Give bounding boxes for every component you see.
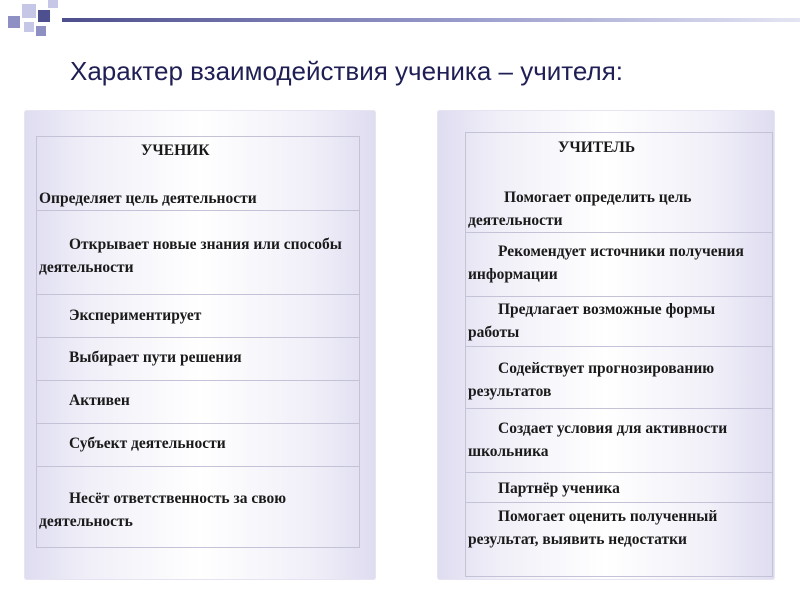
- student-item: Субъект деятельности: [69, 435, 226, 452]
- teacher-header-cell: [466, 133, 772, 233]
- student-row: [37, 211, 359, 295]
- deco-square: [8, 16, 20, 28]
- teacher-row: [466, 503, 772, 577]
- student-item: Определяет цель деятельности: [39, 190, 257, 207]
- student-table: [36, 136, 360, 548]
- teacher-row: [466, 473, 772, 503]
- teacher-row: [466, 409, 772, 473]
- deco-bar: [62, 18, 800, 22]
- deco-square: [38, 10, 50, 22]
- student-row: [37, 467, 359, 548]
- teacher-row: [466, 233, 772, 297]
- teacher-item: Помогает оценить полученный результат, выявить недостатки: [468, 508, 718, 548]
- teacher-item: Предлагает возможные формы работы: [468, 301, 716, 341]
- deco-square: [24, 22, 34, 32]
- teacher-item: Создает условия для активности школьника: [468, 420, 728, 460]
- student-row: [37, 381, 359, 424]
- student-header: УЧЕНИК: [141, 142, 210, 159]
- teacher-item: Помогает определить цель деятельности: [468, 189, 692, 229]
- deco-square: [48, 0, 58, 8]
- student-item: Несёт ответственность за свою деятельность: [39, 490, 287, 530]
- student-row: [37, 295, 359, 338]
- teacher-item: Рекомендует источники получения информации: [468, 243, 744, 283]
- teacher-header: УЧИТЕЛЬ: [558, 139, 636, 156]
- student-row: [37, 424, 359, 467]
- deco-square: [36, 26, 46, 36]
- teacher-row: [466, 297, 772, 347]
- deco-square: [22, 4, 36, 18]
- student-item: Выбирает пути решения: [69, 349, 242, 366]
- student-item: Активен: [69, 392, 130, 409]
- teacher-item: Партнёр ученика: [498, 480, 620, 497]
- student-item: Открывает новые знания или способы деятельности: [39, 236, 342, 276]
- student-item: Экспериментирует: [69, 307, 202, 324]
- teacher-row: [466, 347, 772, 409]
- student-row: [37, 338, 359, 381]
- teacher-table: [465, 132, 773, 577]
- page-title: Характер взаимодействия ученика – учителя:: [70, 56, 623, 86]
- teacher-item: Содействует прогнозированию результатов: [468, 360, 715, 400]
- student-header-cell: [37, 137, 359, 211]
